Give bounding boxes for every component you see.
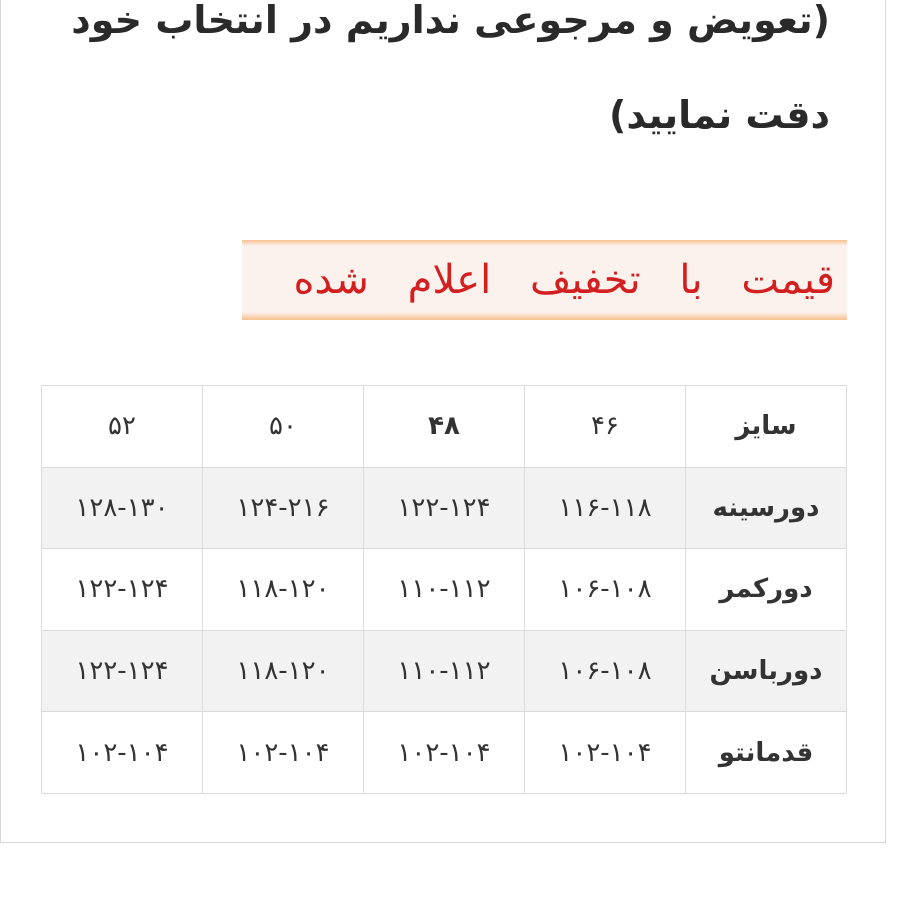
- table-row: [42, 467, 847, 549]
- row-label-hip: دورباسن: [686, 630, 847, 712]
- return-policy-line-1: (تعویض و مرجوعی نداریم در انتخاب خود: [71, 0, 830, 42]
- size-header-label: سایز: [686, 386, 847, 468]
- table-row: [42, 630, 847, 712]
- size-header-row: [42, 386, 847, 468]
- size-header-cell: ۵۲: [42, 386, 203, 468]
- table-cell: ۱۱۰-۱۱۲: [364, 549, 525, 631]
- table-cell: ۱۲۲-۱۲۴: [42, 549, 203, 631]
- table-row: [42, 712, 847, 794]
- table-cell: ۱۲۸-۱۳۰: [42, 467, 203, 549]
- table-cell: ۱۱۰-۱۱۲: [364, 630, 525, 712]
- table-cell: ۱۲۲-۱۲۴: [364, 467, 525, 549]
- table-cell: ۱۱۸-۱۲۰: [203, 630, 364, 712]
- table-cell: ۱۲۲-۱۲۴: [42, 630, 203, 712]
- table-cell: ۱۰۲-۱۰۴: [42, 712, 203, 794]
- row-label-waist: دورکمر: [686, 549, 847, 631]
- size-header-cell-highlighted: ۴۸: [364, 386, 525, 468]
- table-cell: ۱۱۶-۱۱۸: [525, 467, 686, 549]
- table-cell: ۱۲۴-۲۱۶: [203, 467, 364, 549]
- table-cell: ۱۰۲-۱۰۴: [203, 712, 364, 794]
- row-label-length: قدمانتو: [686, 712, 847, 794]
- discount-price-text: قیمت با تخفیف اعلام شده: [293, 257, 835, 303]
- table-row: [42, 549, 847, 631]
- table-cell: ۱۰۲-۱۰۴: [364, 712, 525, 794]
- table-cell: ۱۰۶-۱۰۸: [525, 630, 686, 712]
- size-header-cell: ۴۶: [525, 386, 686, 468]
- size-header-cell: ۵۰: [203, 386, 364, 468]
- table-cell: ۱۰۲-۱۰۴: [525, 712, 686, 794]
- table-cell: ۱۰۶-۱۰۸: [525, 549, 686, 631]
- discount-price-banner: [242, 240, 847, 320]
- size-chart-table: [41, 385, 847, 794]
- row-label-chest: دورسینه: [686, 467, 847, 549]
- return-policy-line-2: دقت نمایید): [609, 93, 830, 137]
- table-cell: ۱۱۸-۱۲۰: [203, 549, 364, 631]
